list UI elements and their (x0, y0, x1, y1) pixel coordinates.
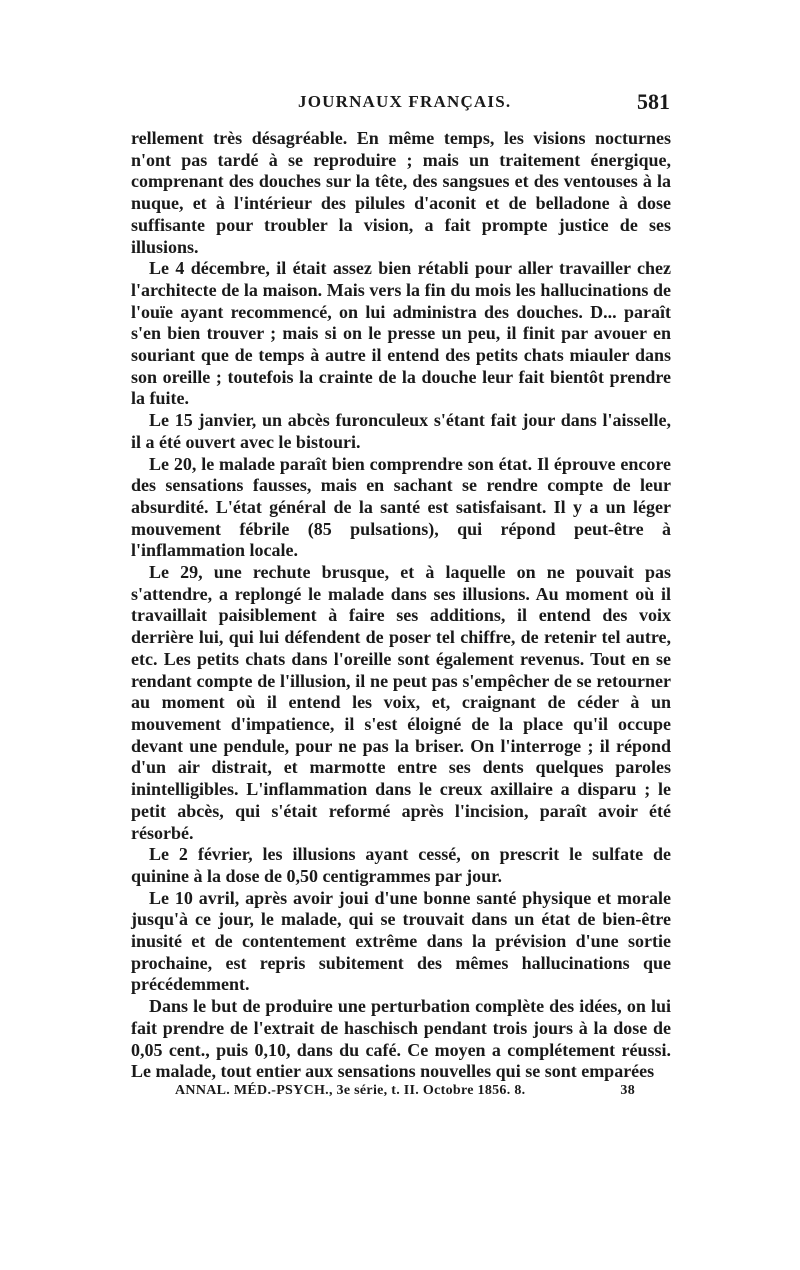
running-title: JOURNAUX FRANÇAIS. (298, 92, 512, 111)
footer-sheet-number: 38 (620, 1083, 635, 1098)
paragraph-20: Le 20, le malade paraît bien comprendre son état. Il éprouve encore des sensations fausses, mais en sachant se rendre compte de leur absurdité. L'état général de la santé est satisfaisant. Il y a un léger mouvement fébrile (85 pulsations), qui répond peut-être à l'inflammation locale. (131, 453, 671, 561)
paragraph-10-avril: Le 10 avril, après avoir joui d'une bonne santé physique et morale jusqu'à ce jour, le malade, qui se trouvait dans un état de bien-être inusité et de contentement extrême dans la prévision d'une sortie prochaine, est repris subitement des mêmes hallucinations que précédemment. (131, 887, 671, 995)
paragraph-2-fevrier: Le 2 février, les illusions ayant cessé, on prescrit le sulfate de quinine à la dose de 0,50 centigrammes par jour. (131, 844, 671, 886)
paragraph-29: Le 29, une rechute brusque, et à laquelle on ne pouvait pas s'attendre, a replongé le malade dans ses illusions. Au moment où il travaillait paisiblement à faire ses additions, il entend des voix derrière lui, qui lui défendent de poser tel chiffre, de retenir tel autre, etc. Les petits chats dans l'oreille sont également revenus. Tout en se rendant compte de l'illusion, il ne peut pas s'empêcher de se retourner au moment où il entend les voix, et, craignant de céder à un mouvement d'impatience, il s'est éloigné de la place qu'il occupe devant une pendule, pour ne pas la briser. On l'interroge ; il répond d'un air distrait, et marmotte entre ses dents quelques paroles inintelligibles. L'inflammation dans le creux axillaire a disparu ; le petit abcès, qui s'était reformé après l'incision, paraît avoir été résorbé. (131, 562, 671, 843)
paragraph-haschisch: Dans le but de produire une perturbation complète des idées, on lui fait prendre de l'extrait de haschisch pendant trois jours à la dose de 0,05 cent., puis 0,10, dans du café. Ce moyen a complétement réussi. Le malade, tout entier aux sensations nouvelles qui se sont emparées (131, 996, 671, 1082)
body-text (131, 128, 671, 1083)
page-footer (175, 1083, 635, 1105)
running-head (130, 89, 670, 118)
paragraph-4-decembre: Le 4 décembre, il était assez bien rétabli pour aller travailler chez l'architecte de la maison. Mais vers la fin du mois les hallucinations de l'ouïe ayant recommencé, on lui administra des douches. D... paraît s'en bien trouver ; mais si on le presse un peu, il finit par avouer en souriant que de temps à autre il entend des petits chats miauler dans son oreille ; toutefois la crainte de la douche leur fait bientôt prendre la fuite. (131, 258, 671, 409)
paragraph-continued: rellement très désagréable. En même temps, les visions nocturnes n'ont pas tardé à se reproduire ; mais un traitement énergique, comprenant des douches sur la tête, des sangsues et des ventouses à la nuque, et à l'intérieur des pilules d'aconit et de belladone à dose suffisante pour troubler la vision, a fait prompte justice de ses illusions. (131, 128, 671, 257)
footer-signature: ANNAL. MÉD.-PSYCH., 3e série, t. II. Octobre 1856. 8. (175, 1083, 526, 1098)
page-number: 581 (637, 89, 670, 114)
paragraph-15-janvier: Le 15 janvier, un abcès furonculeux s'étant fait jour dans l'aisselle, il a été ouvert avec le bistouri. (131, 410, 671, 452)
